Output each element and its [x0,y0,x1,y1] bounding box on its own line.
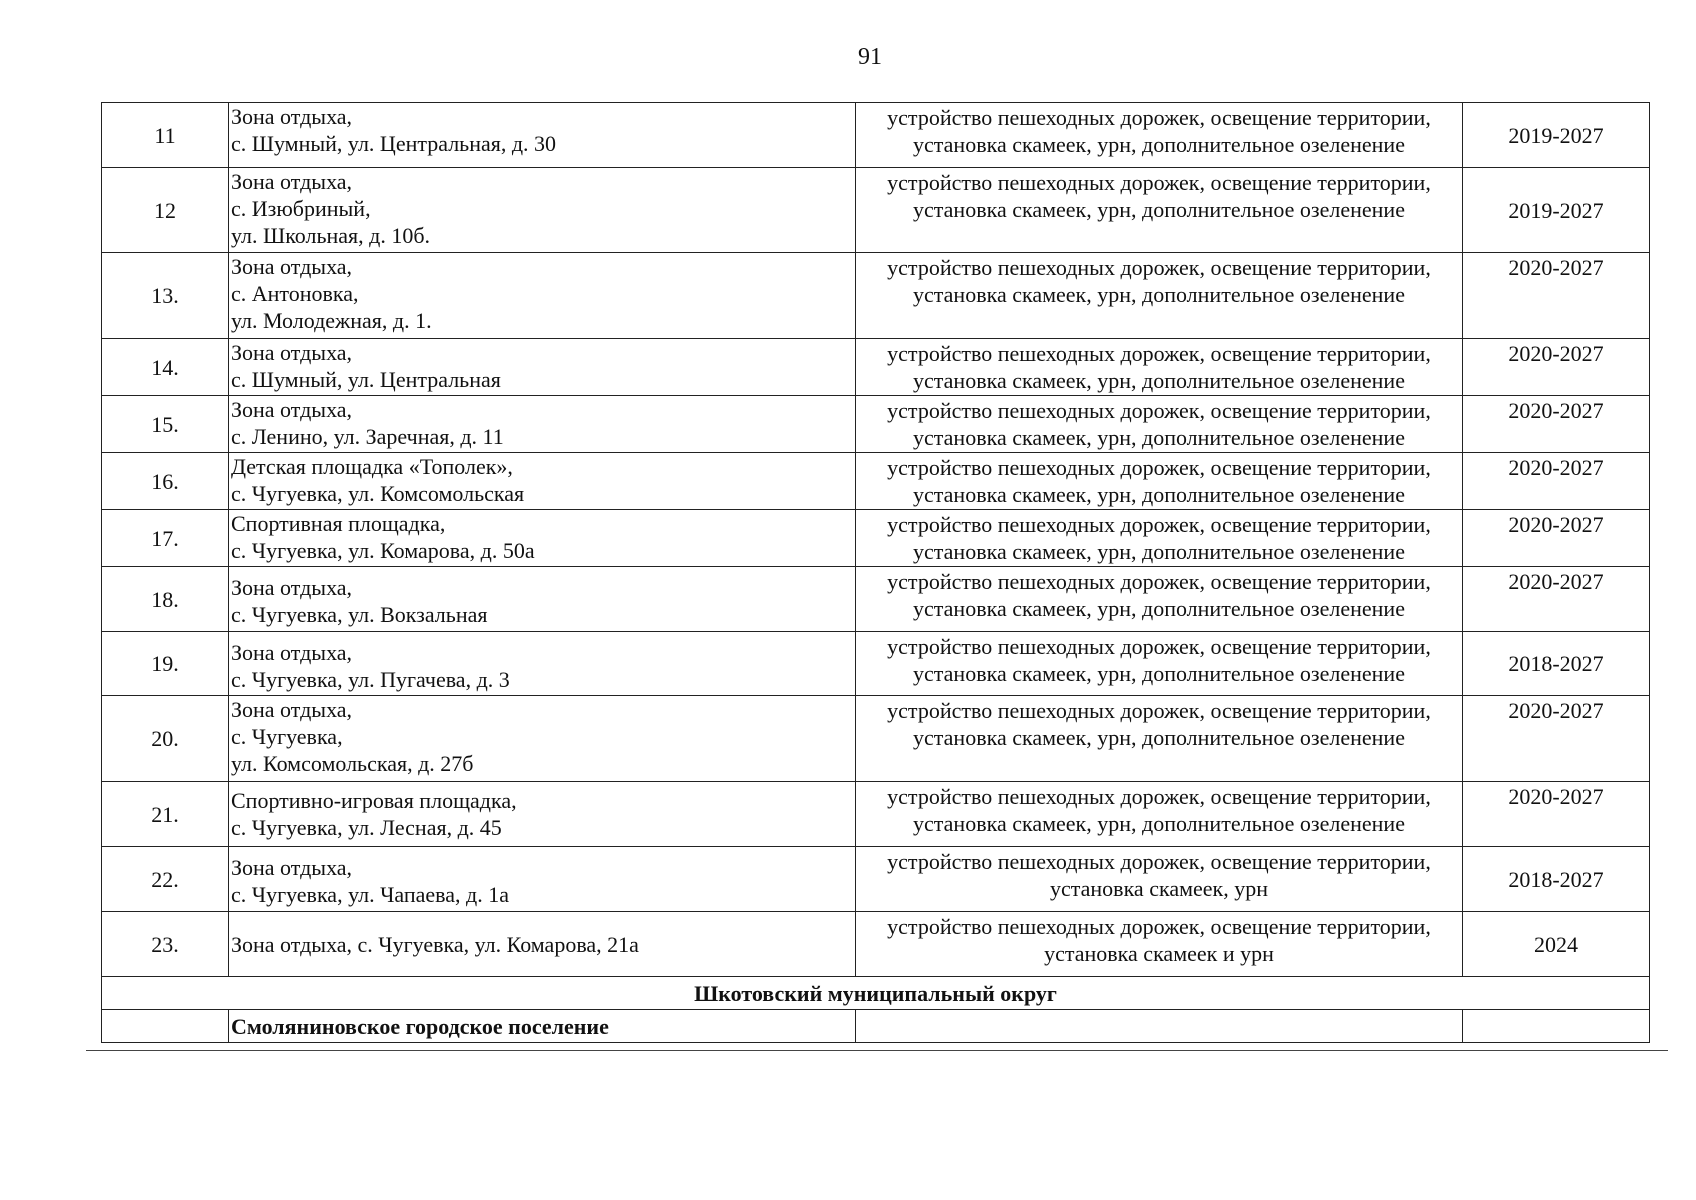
work-line: установка скамеек, урн, дополнительное озеленение [913,425,1405,450]
work-line: устройство пешеходных дорожек, освещение территории, [887,784,1431,809]
period: 2020-2027 [1463,339,1650,396]
table-row [102,168,1650,253]
period: 2020-2027 [1463,782,1650,847]
object-name-line: Зона отдыха, [231,575,353,600]
object-name-line: ул. Комсомольская, д. 27б [231,751,474,776]
period: 2020-2027 [1463,696,1650,782]
work-description [856,912,1463,977]
object-name-line: с. Изюбриный, [231,196,371,221]
row-number: 22. [102,847,229,912]
object-name-line: с. Чугуевка, ул. Комарова, д. 50а [231,538,535,563]
subsection-row [102,1010,1650,1043]
work-description [856,253,1463,339]
object-name-line: с. Шумный, ул. Центральная [231,367,501,392]
work-description [856,782,1463,847]
work-line: установка скамеек, урн [1050,876,1268,901]
object-name-line: с. Чугуевка, ул. Чапаева, д. 1а [231,882,509,907]
object-name-line: Зона отдыха, [231,340,353,365]
row-number: 13. [102,253,229,339]
object-name-line: с. Чугуевка, [231,724,343,749]
table-row [102,912,1650,977]
work-line: устройство пешеходных дорожек, освещение территории, [887,255,1431,280]
work-line: устройство пешеходных дорожек, освещение территории, [887,512,1431,537]
object-name-line: с. Чугуевка, ул. Лесная, д. 45 [231,815,502,840]
section-row [102,977,1650,1010]
work-line: устройство пешеходных дорожек, освещение территории, [887,849,1431,874]
work-description [856,168,1463,253]
work-line: установка скамеек и урн [1044,941,1274,966]
work-line: установка скамеек, урн, дополнительное озеленение [913,811,1405,836]
work-description [856,103,1463,168]
empty-cell [856,1010,1463,1043]
work-description [856,396,1463,453]
work-line: установка скамеек, урн, дополнительное озеленение [913,539,1405,564]
period: 2018-2027 [1463,847,1650,912]
object-name-line: Зона отдыха, [231,169,353,194]
period: 2020-2027 [1463,396,1650,453]
subsection-heading: Смоляниновское городское поселение [229,1010,856,1043]
work-line: устройство пешеходных дорожек, освещение территории, [887,170,1431,195]
row-number: 17. [102,510,229,567]
object-name-line: с. Чугуевка, ул. Пугачева, д. 3 [231,667,510,692]
row-number: 15. [102,396,229,453]
object-name-line: ул. Школьная, д. 10б. [231,223,431,248]
period: 2018-2027 [1463,632,1650,696]
object-name [229,696,856,782]
work-line: устройство пешеходных дорожек, освещение территории, [887,634,1431,659]
empty-cell [102,1010,229,1043]
work-description [856,453,1463,510]
object-name-line: с. Антоновка, [231,281,359,306]
row-number: 11 [102,103,229,168]
work-line: устройство пешеходных дорожек, освещение территории, [887,398,1431,423]
table-row [102,632,1650,696]
row-number: 16. [102,453,229,510]
table-row [102,696,1650,782]
table-row [102,339,1650,396]
object-name-line: с. Шумный, ул. Центральная, д. 30 [231,131,557,156]
work-description [856,696,1463,782]
work-line: установка скамеек, урн, дополнительное озеленение [913,132,1405,157]
row-number: 12 [102,168,229,253]
object-name [229,253,856,339]
work-line: установка скамеек, урн, дополнительное озеленение [913,725,1405,750]
object-name [229,567,856,632]
object-name [229,168,856,253]
work-line: установка скамеек, урн, дополнительное озеленение [913,661,1405,686]
object-name-line: Спортивно-игровая площадка, [231,788,517,813]
object-name-line: Зона отдыха, [231,104,353,129]
table-row [102,567,1650,632]
row-number: 19. [102,632,229,696]
object-name [229,453,856,510]
period: 2019-2027 [1463,168,1650,253]
work-line: установка скамеек, урн, дополнительное озеленение [913,596,1405,621]
object-name-line: с. Чугуевка, ул. Вокзальная [231,602,488,627]
object-name [229,103,856,168]
work-description [856,567,1463,632]
work-line: устройство пешеходных дорожек, освещение территории, [887,569,1431,594]
object-name-line: с. Чугуевка, ул. Комсомольская [231,481,525,506]
work-line: установка скамеек, урн, дополнительное озеленение [913,482,1405,507]
work-line: устройство пешеходных дорожек, освещение территории, [887,105,1431,130]
table-row [102,782,1650,847]
object-name-line: Зона отдыха, [231,855,353,880]
object-name-line: Зона отдыха, с. Чугуевка, ул. Комарова, 21а [231,931,639,957]
object-name-line: Детская площадка «Тополек», [231,454,513,479]
object-name [229,632,856,696]
object-name-line: ул. Молодежная, д. 1. [231,308,432,333]
period: 2020-2027 [1463,453,1650,510]
period: 2020-2027 [1463,510,1650,567]
work-description [856,847,1463,912]
work-description [856,632,1463,696]
row-number: 14. [102,339,229,396]
table-row [102,847,1650,912]
row-number: 18. [102,567,229,632]
row-number: 20. [102,696,229,782]
work-line: установка скамеек, урн, дополнительное озеленение [913,282,1405,307]
page-number: 91 [858,44,882,70]
row-number: 21. [102,782,229,847]
object-name-line: Зона отдыха, [231,397,353,422]
section-heading: Шкотовский муниципальный округ [102,977,1650,1010]
object-name-line: Зона отдыха, [231,640,353,665]
work-line: устройство пешеходных дорожек, освещение территории, [887,455,1431,480]
period: 2019-2027 [1463,103,1650,168]
works-table [101,102,1650,1043]
period: 2024 [1463,912,1650,977]
work-line: установка скамеек, урн, дополнительное озеленение [913,368,1405,393]
table-row [102,103,1650,168]
row-number: 23. [102,912,229,977]
object-name-line: Спортивная площадка, [231,511,446,536]
object-name [229,782,856,847]
table-row [102,453,1650,510]
object-name-line: Зона отдыха, [231,254,353,279]
work-line: установка скамеек, урн, дополнительное озеленение [913,197,1405,222]
bottom-rule [86,1050,1668,1051]
object-name [229,339,856,396]
work-line: устройство пешеходных дорожек, освещение территории, [887,698,1431,723]
object-name [229,510,856,567]
table-row [102,253,1650,339]
empty-cell [1463,1010,1650,1043]
work-description [856,339,1463,396]
work-line: устройство пешеходных дорожек, освещение территории, [887,914,1431,939]
object-name-line: Зона отдыха, [231,697,353,722]
object-name-line: с. Ленино, ул. Заречная, д. 11 [231,424,504,449]
object-name [229,847,856,912]
table-row [102,396,1650,453]
period: 2020-2027 [1463,567,1650,632]
table-row [102,510,1650,567]
object-name [229,912,856,977]
work-description [856,510,1463,567]
object-name [229,396,856,453]
work-line: устройство пешеходных дорожек, освещение территории, [887,341,1431,366]
period: 2020-2027 [1463,253,1650,339]
